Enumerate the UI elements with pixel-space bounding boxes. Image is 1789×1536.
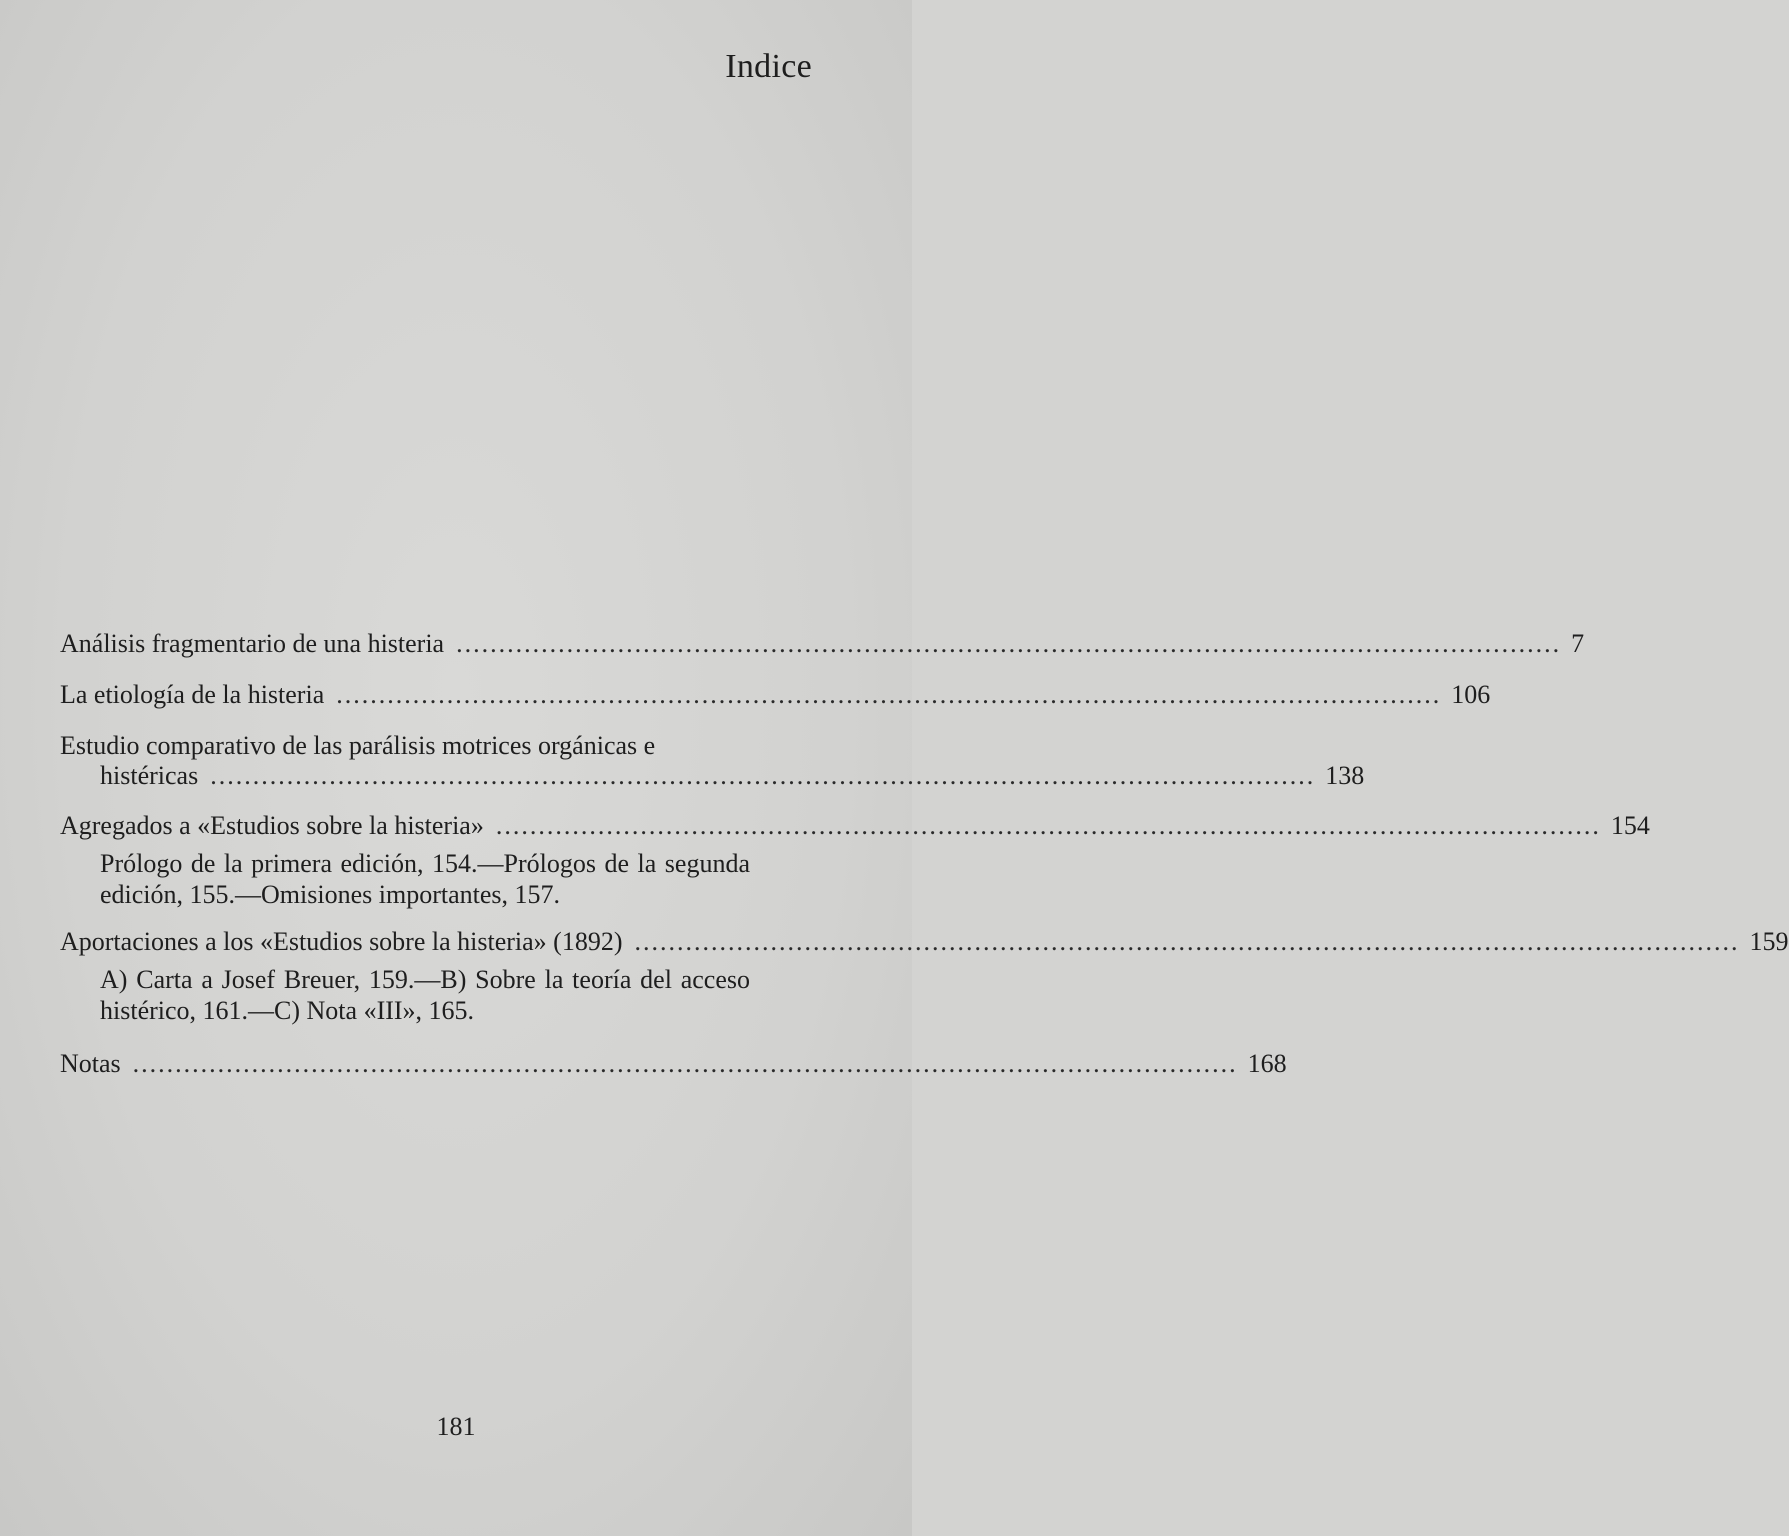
toc-entry [60, 677, 1491, 713]
table-of-contents [60, 626, 1789, 1082]
dot-leader: .................................................................................................................................. [495, 811, 1601, 840]
toc-entry [60, 626, 1585, 662]
toc-entry-title: La etiología de la histeria [60, 680, 325, 709]
dot-leader: .................................................................................................................................. [132, 1049, 1238, 1078]
toc-entry [60, 1046, 1287, 1082]
toc-entry-title-line2: histéricas [100, 761, 199, 790]
toc-entry-subentries: Prólogo de la primera edición, 154.—Prólogos de la segunda edición, 155.—Omisiones importantes, 157. [100, 849, 750, 909]
dot-leader: .................................................................................................................................. [456, 629, 1562, 658]
page-title: Indice [725, 48, 812, 85]
toc-entry-page: 168 [1247, 1049, 1287, 1078]
dot-leader: .................................................................................................................................. [336, 680, 1442, 709]
toc-entry-page: 7 [1571, 629, 1585, 658]
toc-entry-subentries: A) Carta a Josef Breuer, 159.—B) Sobre la teoría del acceso histérico, 161.—C) Nota «III», 165. [100, 965, 750, 1025]
toc-entry-title: Notas [60, 1049, 121, 1078]
toc-entry-page: 106 [1451, 680, 1491, 709]
toc-entry-page: 138 [1325, 761, 1365, 790]
toc-entry [60, 728, 1365, 794]
toc-entry-title-line1: Estudio comparativo de las parálisis motrices orgánicas e [60, 731, 656, 760]
toc-entry-page: 159 [1749, 927, 1789, 956]
toc-entry-page: 154 [1610, 811, 1650, 840]
toc-entry-title: Análisis fragmentario de una histeria [60, 629, 445, 658]
toc-entry [60, 808, 1650, 910]
page-number: 181 [436, 1412, 476, 1441]
dot-leader: .................................................................................................................................. [210, 761, 1316, 790]
toc-entry [60, 924, 1789, 1026]
toc-entry-title: Aportaciones a los «Estudios sobre la histeria» (1892) [60, 927, 623, 956]
dot-leader: .................................................................................................................................. [634, 927, 1740, 956]
toc-entry-title: Agregados a «Estudios sobre la histeria» [60, 811, 484, 840]
